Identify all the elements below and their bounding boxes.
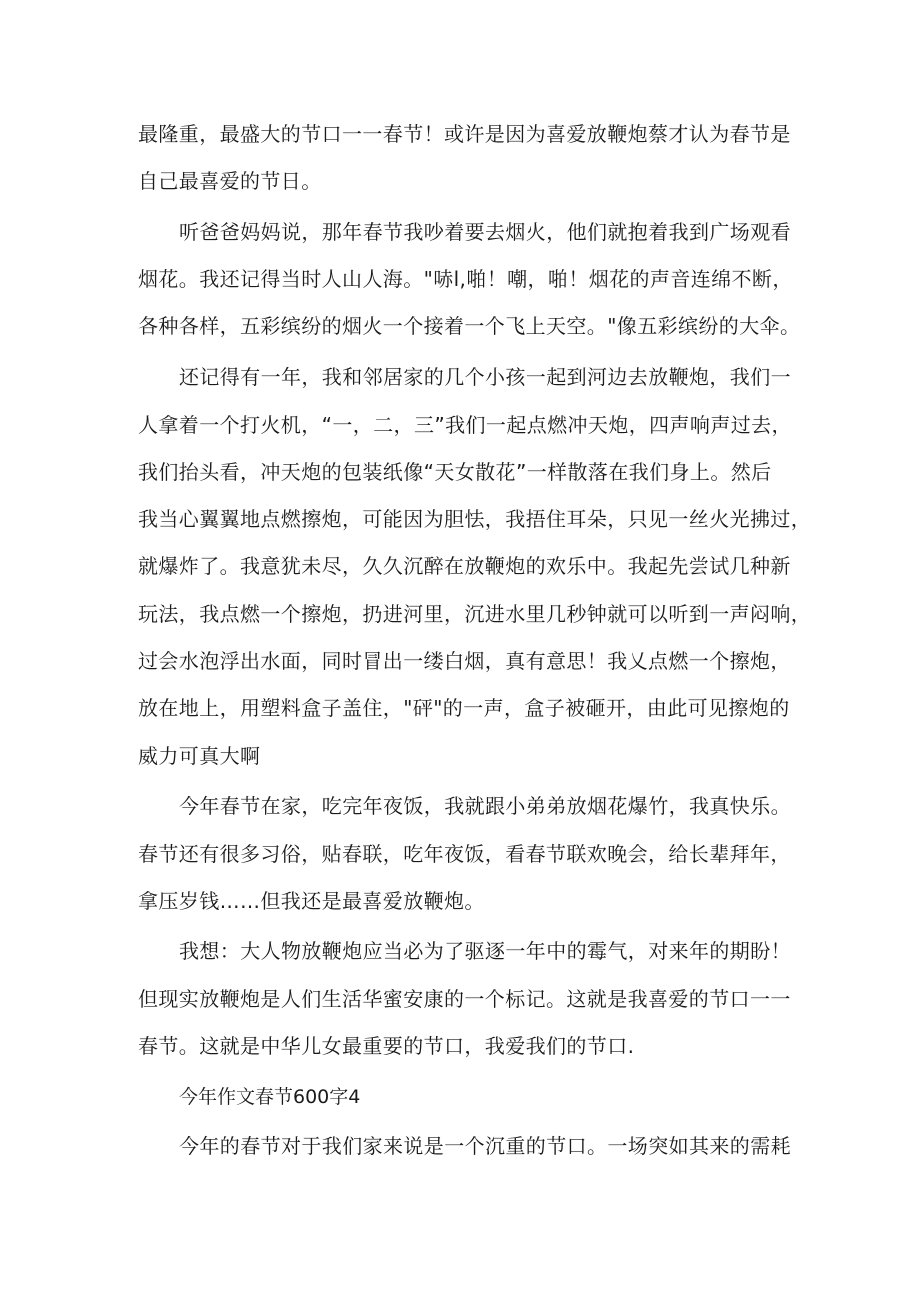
paragraph-4-line-2: 春节还有很多习俗，贴春联，吃年夜饭，看春节联欢晚会，给长辈拜年， xyxy=(138,842,791,866)
paragraph-3-line-4: 我当心翼翼地点燃擦炮，可能因为胆怯，我捂住耳朵，只见一丝火光拂过， xyxy=(138,507,812,531)
paragraph-5-line-3: 春节。这就是中华儿女最重要的节口，我爱我们的节口. xyxy=(138,1034,635,1058)
paragraph-1-line-2: 自己最喜爱的节日。 xyxy=(138,169,322,193)
paragraph-2-line-1: 听爸爸妈妈说，那年春节我吵着要去烟火，他们就抱着我到广场观看 xyxy=(179,220,791,244)
paragraph-4-line-3: 拿压岁钱……但我还是最喜爱放鞭炮。 xyxy=(138,889,485,913)
paragraph-3-line-5: 就爆炸了。我意犹未尽，久久沉醉在放鞭炮的欢乐中。我起先尝试几种新 xyxy=(138,554,791,578)
paragraph-3-line-9: 威力可真大啊 xyxy=(138,744,261,768)
paragraph-3-line-2: 人拿着一个打火机，“一，二，三”我们一起点燃冲天炮，四声响声过去， xyxy=(138,413,792,437)
paragraph-3-line-8: 放在地上，用塑料盒子盖住，"砰"的一声，盒子被砸开，由此可见擦炮的 xyxy=(138,696,790,720)
paragraph-4-line-1: 今年春节在家，吃完年夜饭，我就跟小弟弟放烟花爆竹，我真快乐。 xyxy=(179,794,791,818)
paragraph-3-line-3: 我们抬头看，冲天炮的包装纸像“天女散花”一样散落在我们身上。然后 xyxy=(138,460,772,484)
paragraph-6-line-1: 今年的春节对于我们家来说是一个沉重的节口。一场突如其来的需耗 xyxy=(179,1134,791,1158)
paragraph-3-line-1: 还记得有一年，我和邻居家的几个小孩一起到河边去放鞭炮，我们一 xyxy=(179,365,791,389)
section-heading: 今年作文春节600字4 xyxy=(179,1086,361,1108)
paragraph-2-line-3: 各种各样，五彩缤纷的烟火一个接着一个飞上天空。"像五彩缤纷的大伞。 xyxy=(138,314,801,338)
paragraph-3-line-6: 玩法，我点燃一个擦炮，扔进河里，沉进水里几秒钟就可以听到一声闷响， xyxy=(138,602,812,626)
paragraph-1-line-1: 最隆重，最盛大的节口一一春节！或许是因为喜爱放鞭炮蔡才认为春节是 xyxy=(138,122,791,146)
paragraph-2-line-2: 烟花。我还记得当时人山人海。"哧l,啪！嘲，啪！烟花的声音连绵不断， xyxy=(138,267,793,291)
paragraph-5-line-2: 但现实放鞭炮是人们生活华蜜安康的一个标记。这就是我喜爱的节口一一 xyxy=(138,987,791,1011)
paragraph-3-line-7: 过会水泡浮出水面，同时冒出一缕白烟，真有意思！我乂点燃一个擦炮， xyxy=(138,649,791,673)
paragraph-5-line-1: 我想：大人物放鞭炮应当必为了驱逐一年中的霉气，对来年的期盼！ xyxy=(179,939,791,963)
